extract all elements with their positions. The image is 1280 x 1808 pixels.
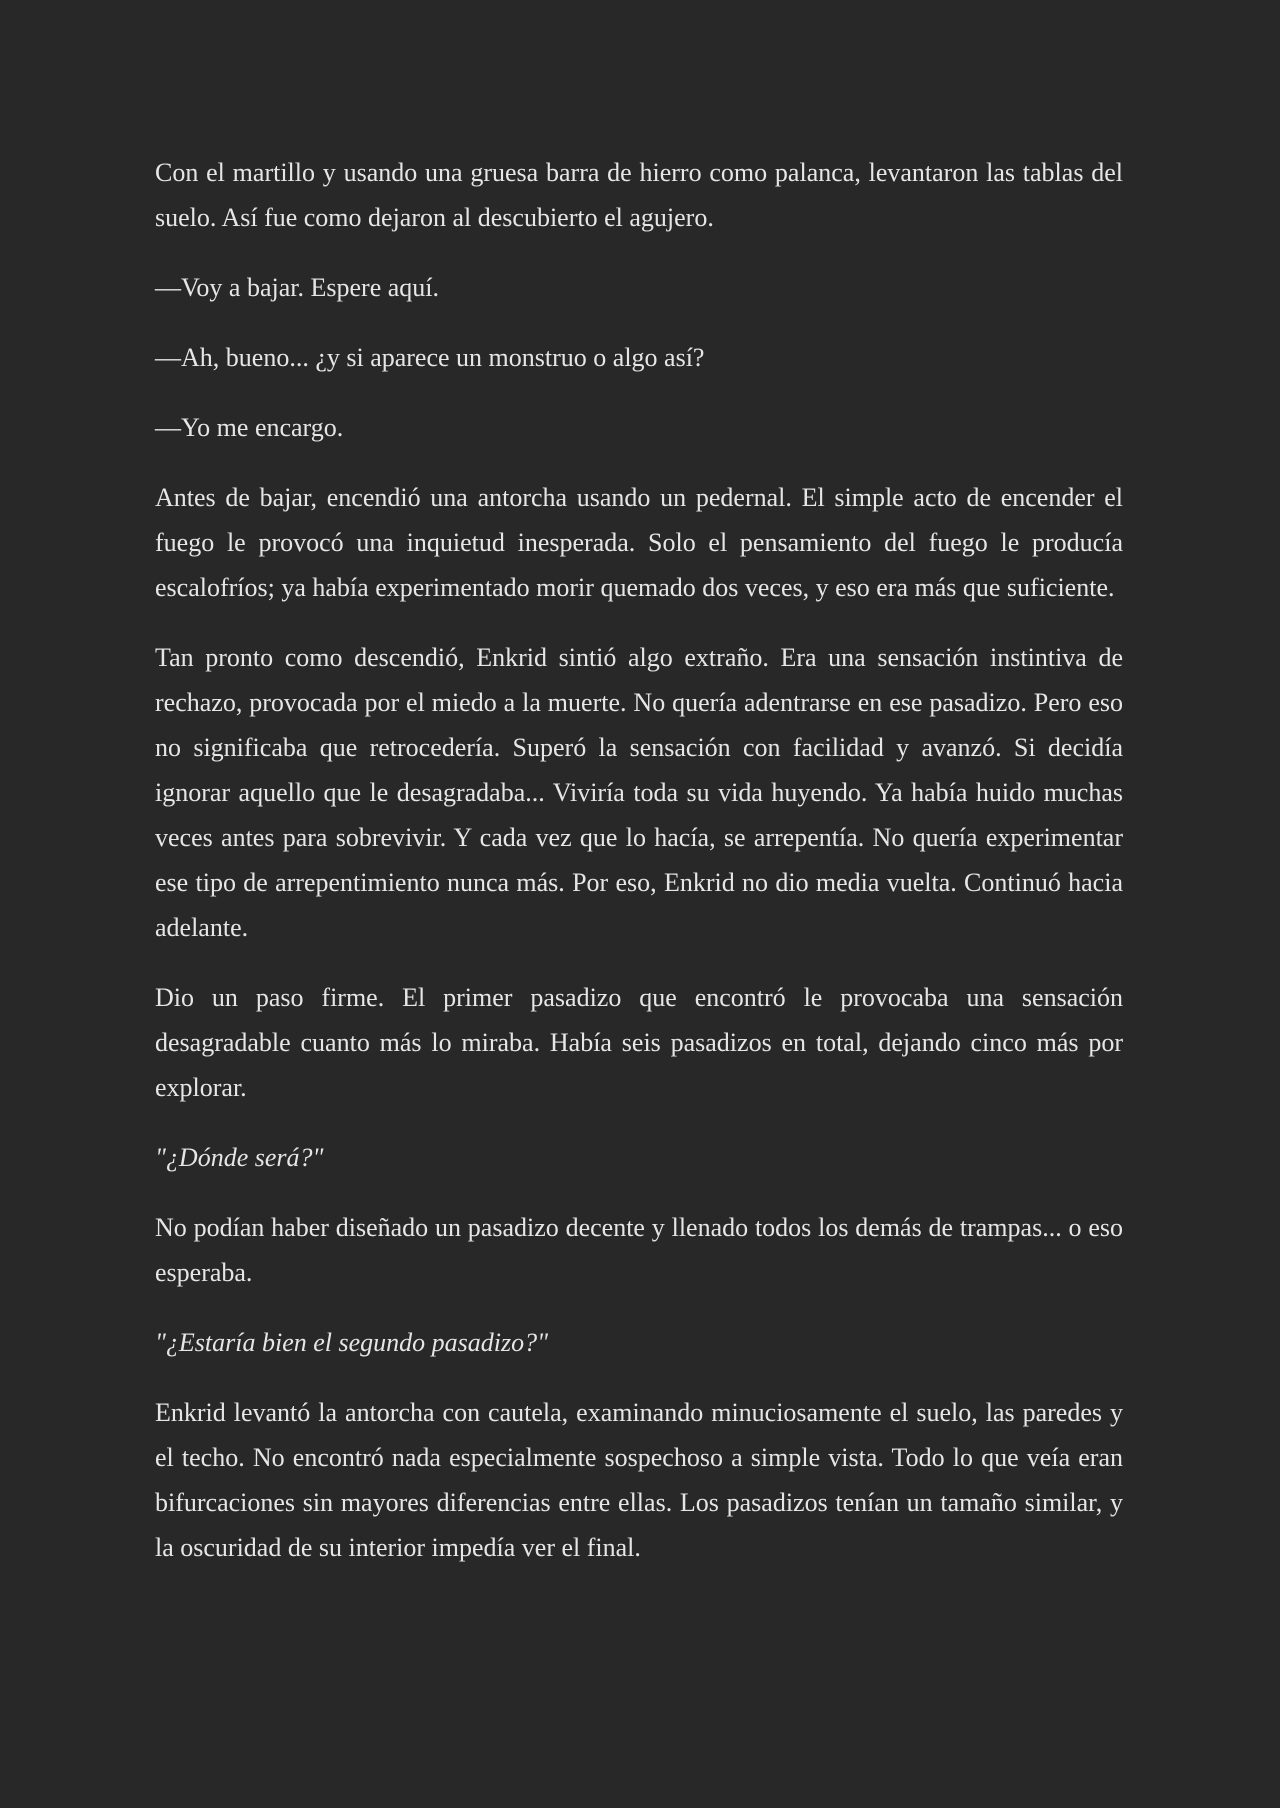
paragraph: Con el martillo y usando una gruesa barra de hierro como palanca, levantaron las tablas del suelo. Así fue como dejaron al descubierto el agujero. [155,158,1123,232]
paragraph: No podían haber diseñado un pasadizo decente y llenado todos los demás de trampas... o eso esperaba. [155,1213,1123,1287]
chapter-text [155,150,1123,1595]
paragraph: Antes de bajar, encendió una antorcha usando un pedernal. El simple acto de encender el fuego le provocó una inquietud inesperada. Solo el pensamiento del fuego le producía escalofríos; ya había experimentado morir quemado dos veces, y eso era más que suficiente. [155,483,1123,602]
dialogue-line: —Voy a bajar. Espere aquí. [155,273,439,302]
thought-line: "¿Dónde será?" [155,1143,324,1172]
paragraph: Dio un paso firme. El primer pasadizo que encontró le provocaba una sensación desagradable cuanto más lo miraba. Había seis pasadizos en total, dejando cinco más por explorar. [155,983,1123,1102]
thought-line: "¿Estaría bien el segundo pasadizo?" [155,1328,549,1357]
paragraph: Tan pronto como descendió, Enkrid sintió algo extraño. Era una sensación instintiva de rechazo, provocada por el miedo a la muerte. No quería adentrarse en ese pasadizo. Pero eso no significaba que retrocedería. Superó la sensación con facilidad y avanzó. Si decidía ignorar aquello que le desagradaba... Viviría toda su vida huyendo. Ya había huido muchas veces antes para sobrevivir. Y cada vez que lo hacía, se arrepentía. No quería experimentar ese tipo de arrepentimiento nunca más. Por eso, Enkrid no dio media vuelta. Continuó hacia adelante. [155,643,1123,942]
dialogue-line: —Ah, bueno... ¿y si aparece un monstruo o algo así? [155,343,705,372]
paragraph: Enkrid levantó la antorcha con cautela, examinando minuciosamente el suelo, las paredes y el techo. No encontró nada especialmente sospechoso a simple vista. Todo lo que veía eran bifurcaciones sin mayores diferencias entre ellas. Los pasadizos tenían un tamaño similar, y la oscuridad de su interior impedía ver el final. [155,1398,1123,1562]
dialogue-line: —Yo me encargo. [155,413,344,442]
